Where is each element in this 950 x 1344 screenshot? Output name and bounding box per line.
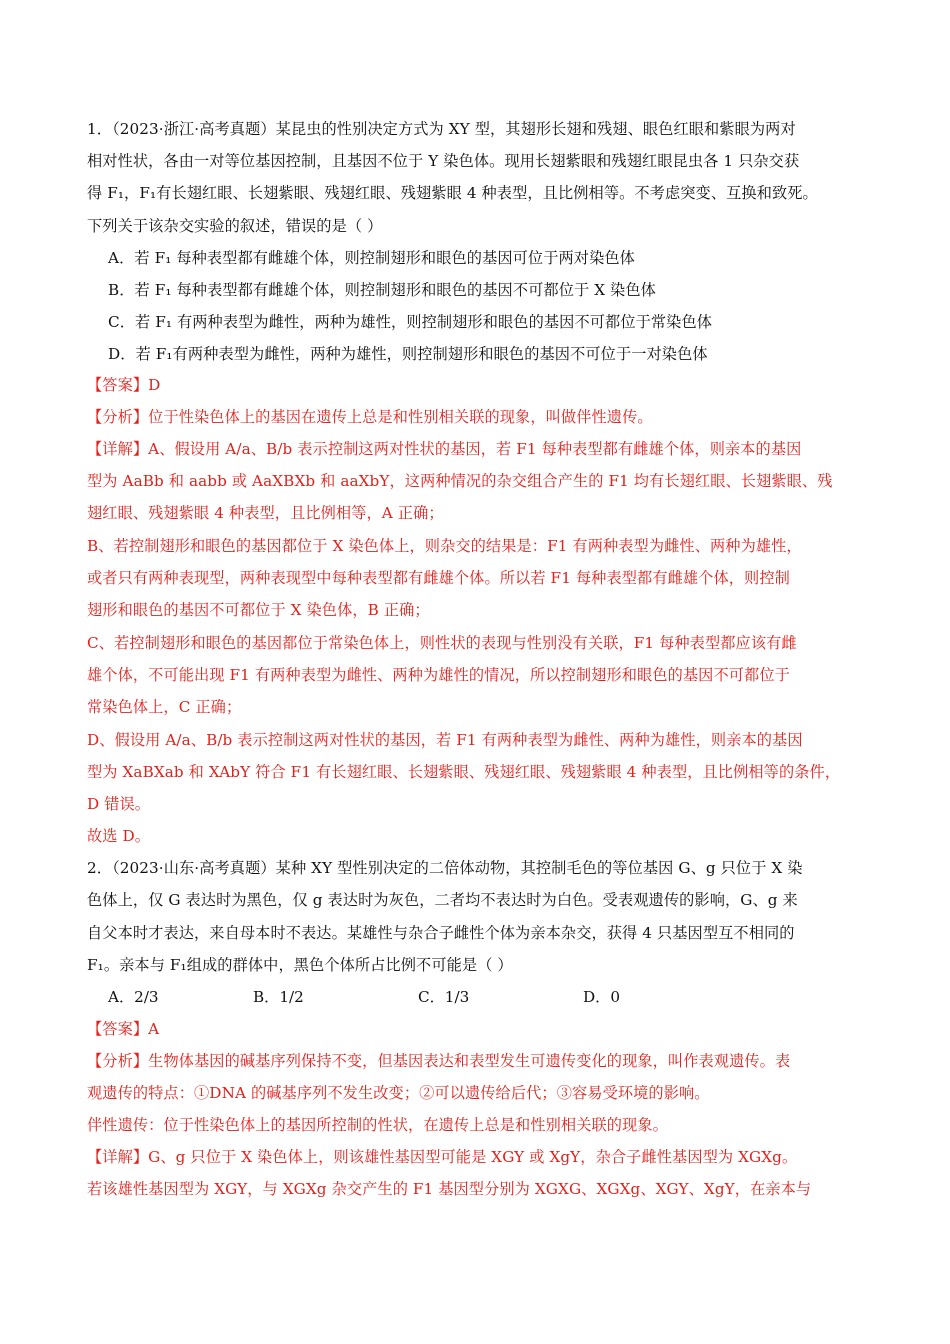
q1-detail-line: 常染色体上，C 正确； <box>87 698 242 716</box>
q2-answer <box>87 1019 159 1039</box>
q1-detail-line: D 错误。 <box>87 795 151 813</box>
q1-detail-line: 型为 AaBb 和 aabb 或 AaXBXb 和 aaXbY，这两种情况的杂交组合产生的 F1 均有长翅红眼、长翅紫眼、残 <box>87 472 833 490</box>
q1-analysis <box>87 407 653 427</box>
q1-detail-line: 翅形和眼色的基因不可都位于 X 染色体，B 正确； <box>87 601 430 619</box>
q1-detail-line: 翅红眼、残翅紫眼 4 种表型，且比例相等，A 正确； <box>87 504 444 522</box>
q1-detail <box>87 439 801 459</box>
answer-tag: 【答案】 <box>87 376 149 394</box>
answer-value: D <box>148 376 161 394</box>
detail-tag: 【详解】 <box>87 1148 149 1166</box>
q2-stem-line: 自父本时才表达，来自母本时不表达。某雄性与杂合子雌性个体为亲本杂交，获得 4 只基因型互不相同的 <box>87 924 795 942</box>
answer-value: A <box>148 1020 160 1038</box>
q1-option-c: C．若 F₁ 有两种表型为雌性，两种为雄性，则控制翅形和眼色的基因不可都位于常染色体 <box>108 313 713 331</box>
analysis-tag: 【分析】 <box>87 1052 149 1070</box>
q1-conclusion: 故选 D。 <box>87 827 151 845</box>
q1-detail-line: B、若控制翅形和眼色的基因都位于 X 染色体上，则杂交的结果是：F1 有两种表型为雌性、两种为雄性， <box>87 537 802 555</box>
q1-stem-line: 相对性状，各由一对等位基因控制，且基因不位于 Y 染色体。现用长翅紫眼和残翅红眼昆虫各 1 只杂交获 <box>87 152 800 170</box>
q1-option-b: B．若 F₁ 每种表型都有雌雄个体，则控制翅形和眼色的基因不可都位于 X 染色体 <box>108 281 656 299</box>
q2-option-a: A．2/3 <box>108 988 159 1006</box>
q1-detail-line: C、若控制翅形和眼色的基因都位于常染色体上，则性状的表现与性别没有关联，F1 每种表型都应该有雌 <box>87 634 797 652</box>
analysis-text: 生物体基因的碱基序列保持不变，但基因表达和表型发生可遗传变化的现象，叫作表观遗传。表 <box>148 1052 791 1070</box>
q1-detail-line: D、假设用 A/a、B/b 表示控制这两对性状的基因，若 F1 有两种表型为雌性、两种为雄性，则亲本的基因 <box>87 731 803 749</box>
q1-detail-line: 或者只有两种表现型，两种表现型中每种表型都有雌雄个体。所以若 F1 每种表型都有雌雄个体，则控制 <box>87 569 790 587</box>
q2-stem-line: F₁。亲本与 F₁组成的群体中，黑色个体所占比例不可能是（ ） <box>87 956 513 974</box>
q1-stem-line: 得 F₁，F₁有长翅红眼、长翅紫眼、残翅红眼、残翅紫眼 4 种表型，且比例相等。不考虑突变、互换和致死。 <box>87 184 818 202</box>
q2-analysis-line: 伴性遗传：位于性染色体上的基因所控制的性状，在遗传上总是和性别相关联的现象。 <box>87 1116 668 1134</box>
detail-text: G、g 只位于 X 染色体上，则该雄性基因型可能是 XGY 或 XgY，杂合子雌性基因型为 XGXg。 <box>148 1148 798 1166</box>
q2-stem-line: 2．（2023·山东·高考真题）某种 XY 型性别决定的二倍体动物，其控制毛色的等位基因 G、g 只位于 X 染 <box>87 859 803 877</box>
q1-option-d: D．若 F₁有两种表型为雌性，两种为雄性，则控制翅形和眼色的基因不可位于一对染色体 <box>108 345 708 363</box>
q2-analysis <box>87 1051 790 1071</box>
detail-text: A、假设用 A/a、B/b 表示控制这两对性状的基因，若 F1 每种表型都有雌雄个体，则亲本的基因 <box>148 440 802 458</box>
q1-answer <box>87 375 160 395</box>
q2-analysis-line: 观遗传的特点：①DNA 的碱基序列不发生改变；②可以遗传给后代；③容易受环境的影响。 <box>87 1084 710 1102</box>
analysis-tag: 【分析】 <box>87 408 149 426</box>
q2-option-b: B．1/2 <box>253 988 304 1006</box>
q2-detail-line: 若该雄性基因型为 XGY，与 XGXg 杂交产生的 F1 基因型分别为 XGXG、XGXg、XGY、XgY，在亲本与 <box>87 1180 812 1198</box>
q1-stem-line: 1．（2023·浙江·高考真题）某昆虫的性别决定方式为 XY 型，其翅形长翅和残翅、眼色红眼和紫眼为两对 <box>87 120 796 138</box>
q1-detail-line: 雄个体，不可能出现 F1 有两种表型为雌性、两种为雄性的情况，所以控制翅形和眼色的基因不可都位于 <box>87 666 790 684</box>
q1-option-a: A．若 F₁ 每种表型都有雌雄个体，则控制翅形和眼色的基因可位于两对染色体 <box>108 249 635 267</box>
q2-stem-line: 色体上，仅 G 表达时为黑色，仅 g 表达时为灰色，二者均不表达时为白色。受表观遗传的影响，G、g 来 <box>87 891 798 909</box>
q2-option-c: C．1/3 <box>418 988 470 1006</box>
q1-stem-line: 下列关于该杂交实验的叙述，错误的是（ ） <box>87 217 383 235</box>
answer-tag: 【答案】 <box>87 1020 149 1038</box>
detail-tag: 【详解】 <box>87 440 149 458</box>
q2-option-d: D．0 <box>583 988 621 1006</box>
analysis-text: 位于性染色体上的基因在遗传上总是和性别相关联的现象，叫做伴性遗传。 <box>148 408 653 426</box>
q1-detail-line: 型为 XaBXab 和 XAbY 符合 F1 有长翅红眼、长翅紫眼、残翅红眼、残翅紫眼 4 种表型，且比例相等的条件， <box>87 763 841 781</box>
q2-detail <box>87 1147 797 1167</box>
